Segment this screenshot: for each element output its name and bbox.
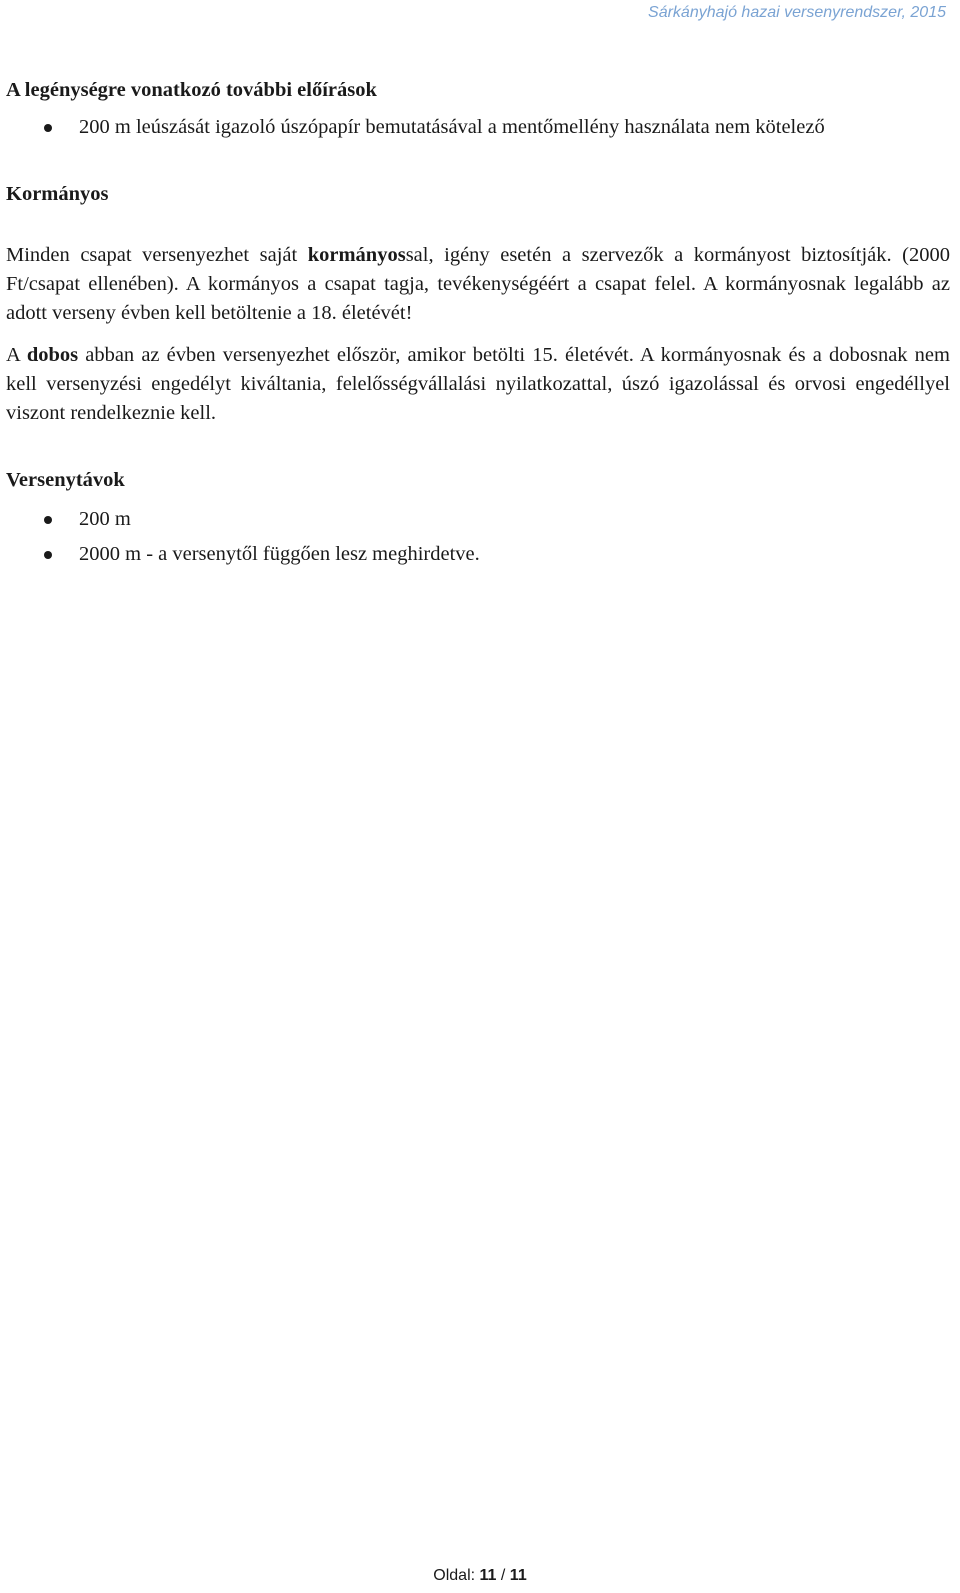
crew-rules-list: [6, 113, 950, 142]
section-heading-coxswain: Kormányos: [6, 183, 109, 205]
page-label: Oldal:: [433, 1567, 476, 1584]
bullet-icon: [44, 551, 52, 559]
total-pages: 11: [509, 1567, 527, 1584]
list-item: 200 m: [6, 505, 950, 534]
distances-list: [6, 505, 950, 569]
list-item: 200 m leúszását igazoló úszópapír bemutatásával a mentőmellény használata nem kötelező: [6, 113, 950, 142]
page-separator: /: [500, 1567, 506, 1584]
section-heading-distances: Versenytávok: [6, 469, 125, 491]
bullet-icon: [44, 124, 52, 132]
running-header: Sárkányhajó hazai versenyrendszer, 2015: [648, 4, 946, 21]
coxswain-paragraph: Minden csapat versenyezhet saját kormányossal, igény esetén a szervezők a kormányost biztosítják. (2000 Ft/csapat ellenében). A kormányos a csapat tagja, tevékenységéért a csapat felel. A kormányosnak legalább az adott verseny évben kell betöltenie a 18. életévét!: [6, 244, 950, 324]
drummer-paragraph: A dobos abban az évben versenyezhet először, amikor betölti 15. életévét. A kormányosnak és a dobosnak nem kell versenyzési engedélyt kiváltania, felelősségvállalási nyilatkozattal, úszó igazolással és orvosi engedéllyel viszont rendelkeznie kell.: [6, 344, 950, 424]
page-footer: [0, 1567, 960, 1585]
section-heading-crew-rules: A legénységre vonatkozó további előírások: [6, 79, 377, 101]
page-body: [6, 76, 950, 569]
bullet-icon: [44, 516, 52, 524]
current-page: 11: [479, 1567, 497, 1584]
list-item: 2000 m - a versenytől függően lesz meghirdetve.: [6, 540, 950, 569]
